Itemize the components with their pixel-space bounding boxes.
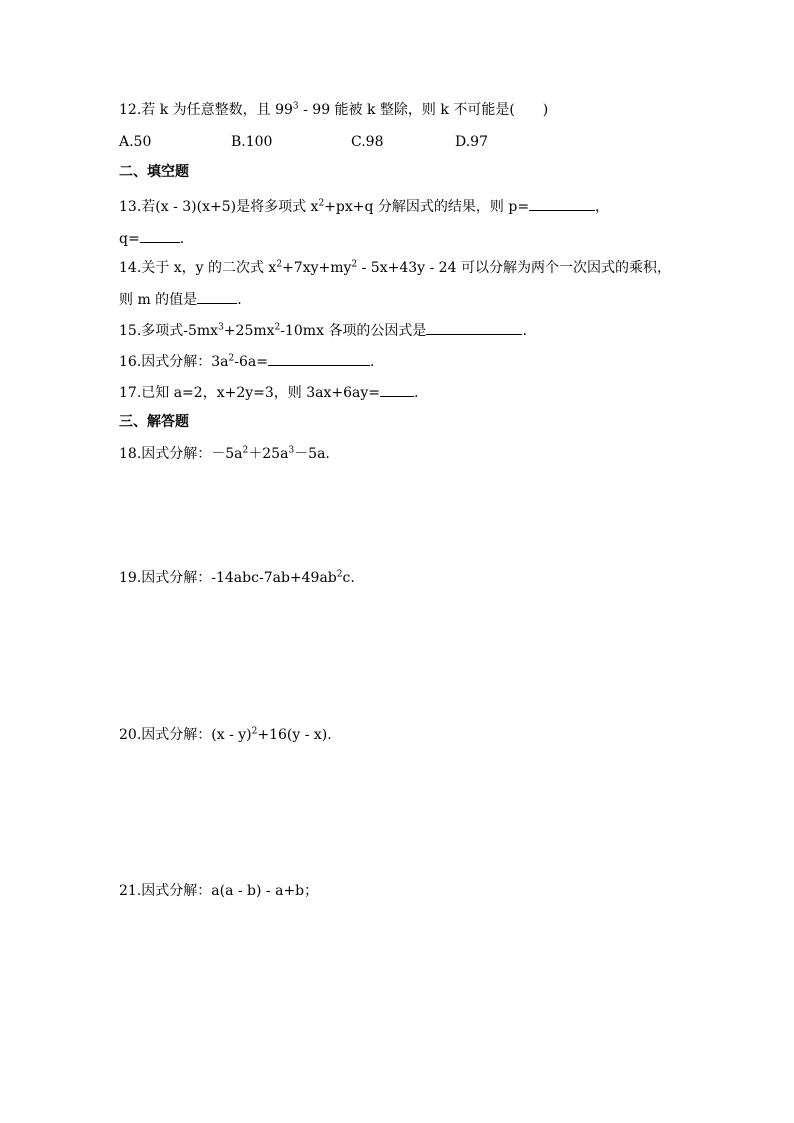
question-12-options xyxy=(119,132,619,152)
answer-blank-factorization[interactable] xyxy=(268,351,370,366)
question-14: 14.关于 x，y 的二次式 $x^2+7xy+my^2 - 5x+43y - 24$ 可以分解为两个一次因式的乘积， xyxy=(119,259,671,276)
answer-blank-common-factor[interactable] xyxy=(426,320,522,335)
question-14-line-2: 则 m 的值是 . xyxy=(119,289,242,310)
answer-blank-p[interactable] xyxy=(529,196,595,211)
question-15: 15.多项式$-5mx^3+25mx^2-10mx$ 各项的公因式是 . xyxy=(119,320,527,341)
answer-blank-m[interactable] xyxy=(197,289,237,304)
question-16: 16.因式分解：$3a^2-6a=$ . xyxy=(119,351,374,372)
question-17: 17.已知 a=2，x+2y=3，则 3ax+6ay= . xyxy=(119,382,418,403)
question-12: 12.若 k 为任意整数，且 $99^3 - 99$ 能被 k 整除，则 k 不可能是( ) xyxy=(119,101,549,118)
question-20: 20.因式分解：(x - y)$^2$+16(y - x). xyxy=(119,726,332,743)
option-d[interactable]: D.97 xyxy=(455,134,488,150)
option-c[interactable]: C.98 xyxy=(351,134,384,150)
question-21: 21.因式分解：a(a - b) - a+b； xyxy=(119,883,319,899)
option-b[interactable]: B.100 xyxy=(231,134,273,150)
question-13: 13.若(x - 3)(x+5)是将多项式 $x^2+px+q$ 分解因式的结果，则 p= ， xyxy=(119,196,609,217)
answer-blank-value[interactable] xyxy=(380,382,414,397)
answer-blank-q[interactable] xyxy=(140,228,180,243)
section-heading-solutions: 三、解答题 xyxy=(119,414,189,430)
question-13-line-2: q= . xyxy=(119,228,184,249)
option-a[interactable]: A.50 xyxy=(119,134,152,150)
section-heading-fill-in: 二、填空题 xyxy=(119,164,189,180)
question-19: 19.因式分解：$-14abc-7ab+49ab^2c$. xyxy=(119,569,355,586)
question-18: 18.因式分解：$-5a^2+25a^3-5a$. xyxy=(119,445,330,462)
